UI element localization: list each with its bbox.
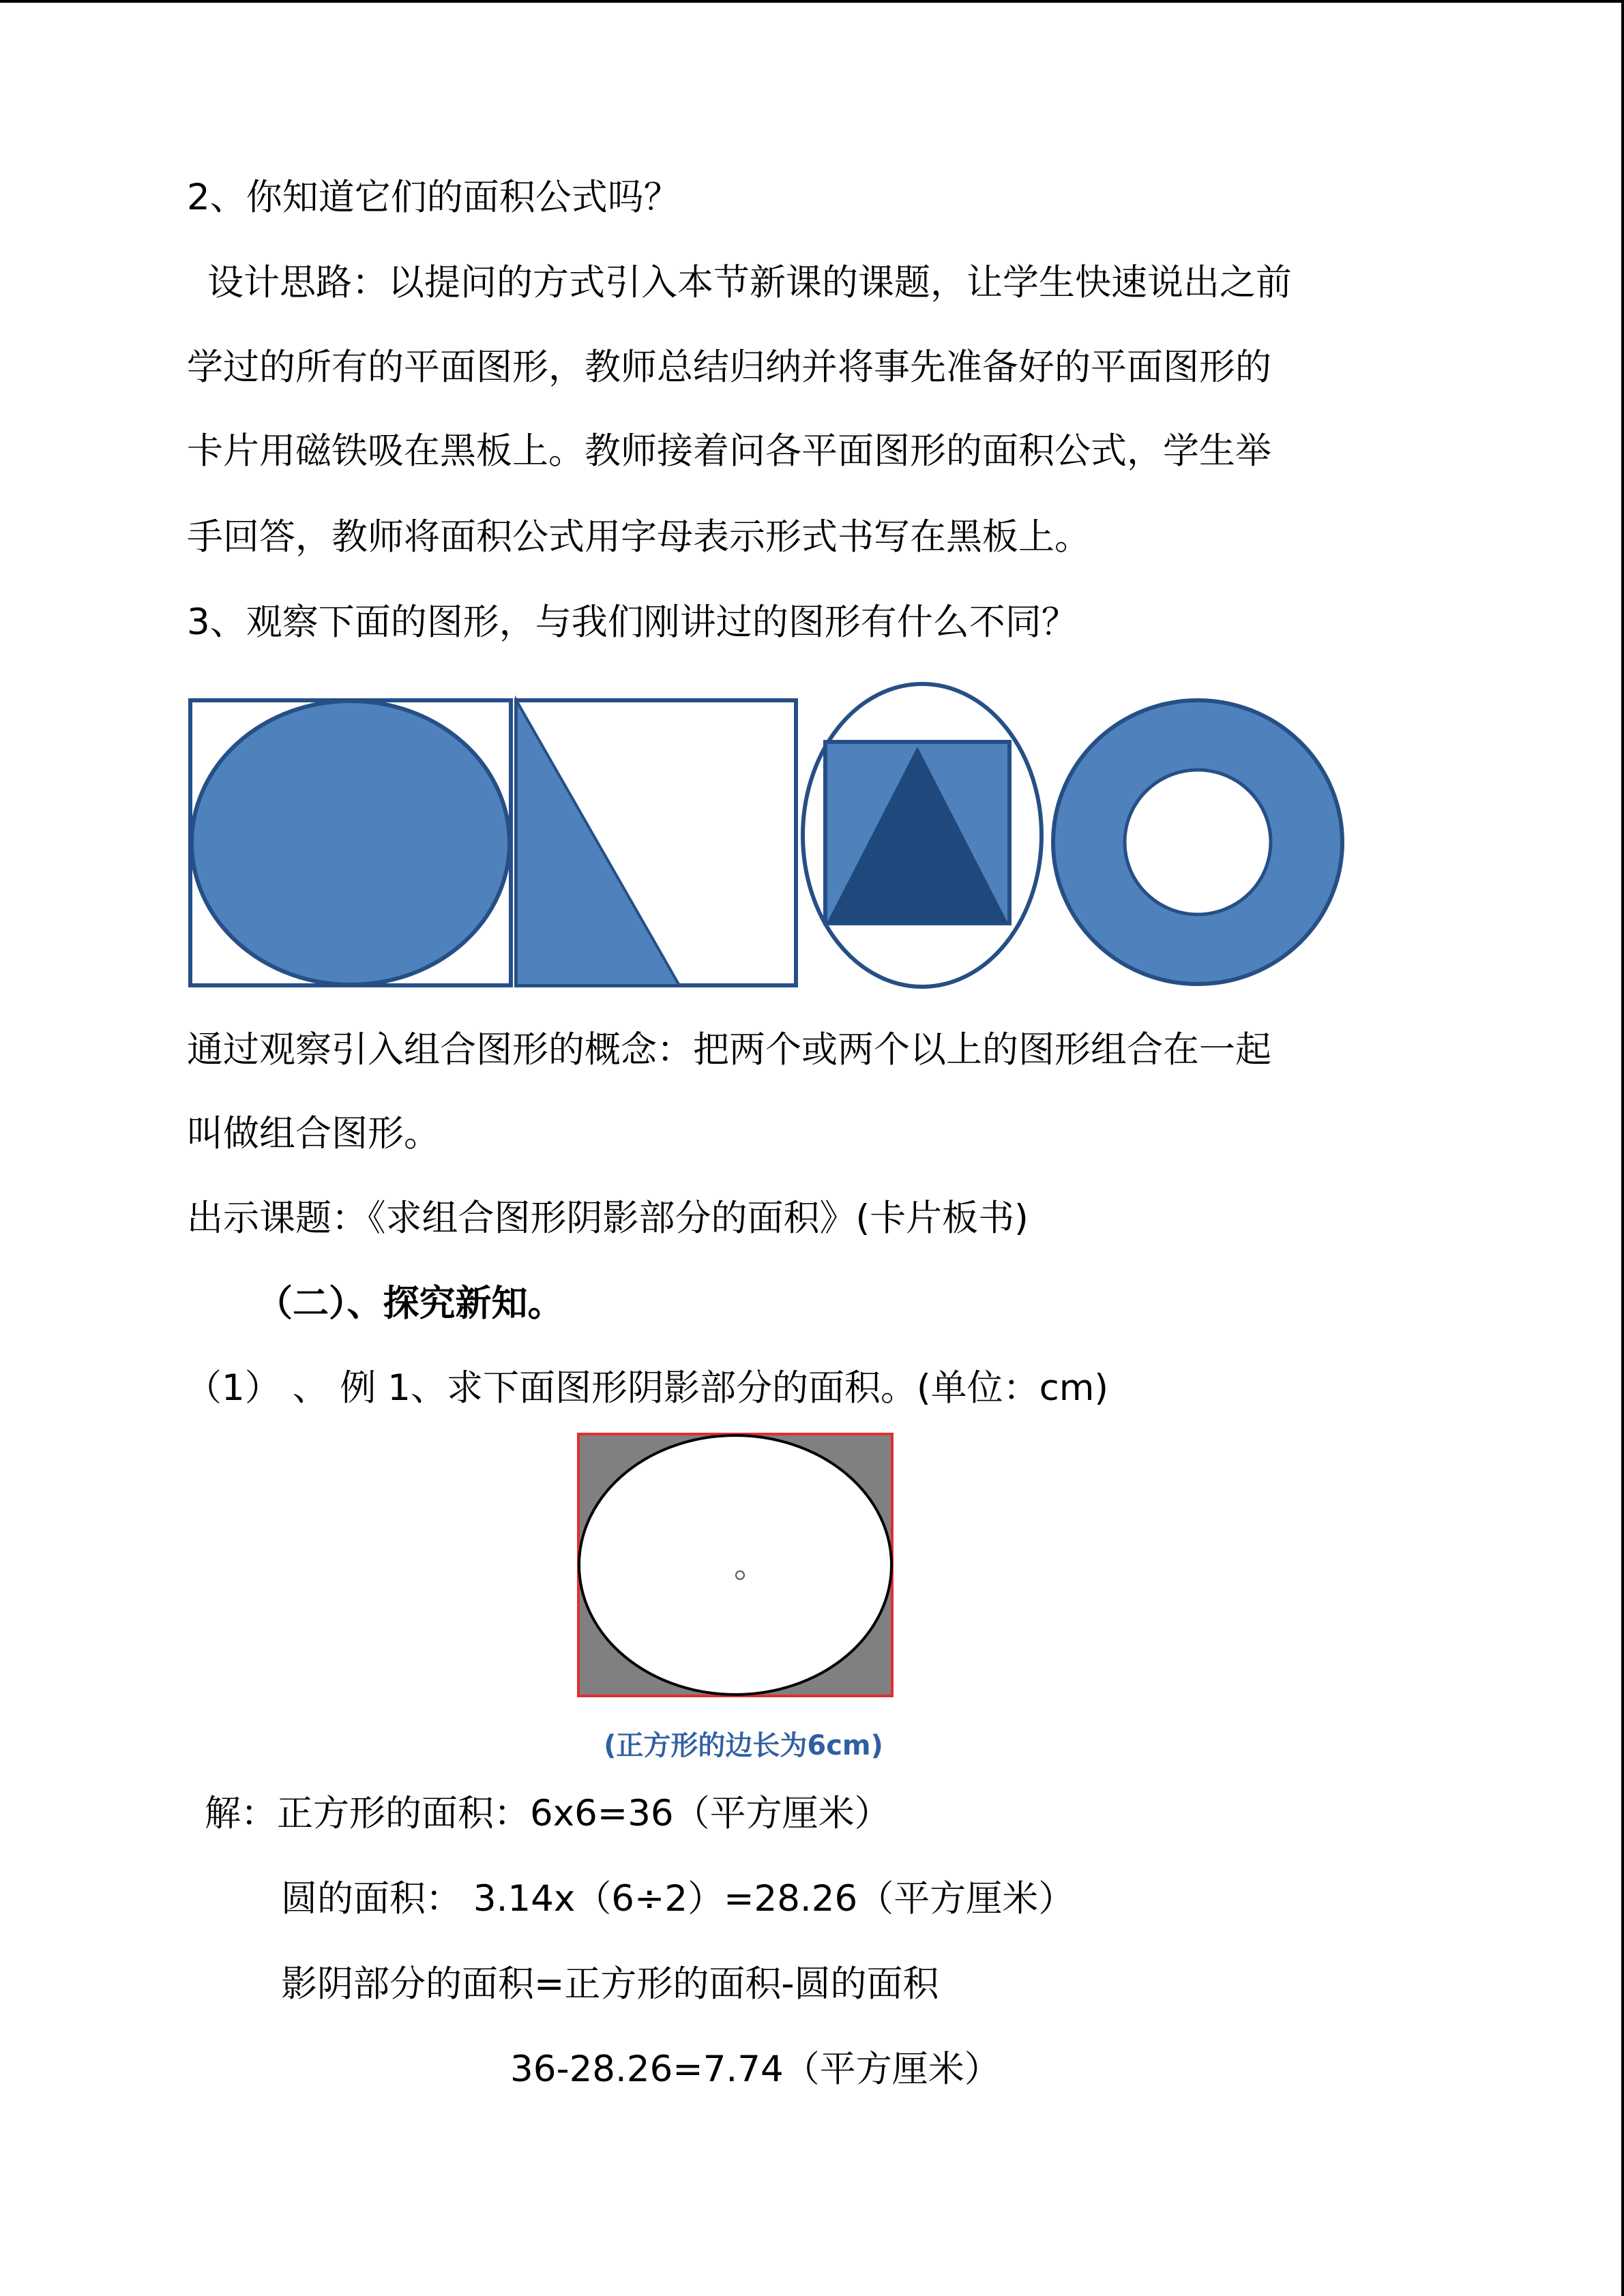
solution-circle-area: 圆的面积： 3.14x（6÷2）=28.26（平方厘米） <box>281 1878 1075 1920</box>
question-2: 2、你知道它们的面积公式吗？ <box>187 177 680 218</box>
design-idea-line-2: 学过的所有的平面图形，教师总结归纳并将事先准备好的平面图形的 <box>187 346 1271 388</box>
topic-line: 出示课题：《求组合图形阴影部分的面积》(卡片板书) <box>187 1197 1029 1239</box>
triangle-in-square-shape <box>516 700 796 985</box>
section-heading: （二）、探究新知。 <box>256 1283 564 1324</box>
question-3: 3、观察下面的图形，与我们刚讲过的图形有什么不同？ <box>187 601 1078 643</box>
solution-shaded-formula: 影阴部分的面积=正方形的面积-圆的面积 <box>281 1963 939 2005</box>
circle-center-point <box>736 1571 744 1579</box>
solution-result: 36-28.26=7.74（平方厘米） <box>510 2048 1001 2090</box>
concept-line-1: 通过观察引入组合图形的概念：把两个或两个以上的图形组合在一起 <box>187 1029 1271 1071</box>
page-right-border <box>1621 0 1624 2296</box>
square-in-ellipse-shape <box>803 684 1042 987</box>
design-idea-line-3: 卡片用磁铁吸在黑板上。教师接着问各平面图形的面积公式，学生举 <box>187 430 1271 472</box>
solution-square-area: 解：正方形的面积：6x6=36（平方厘米） <box>205 1793 891 1834</box>
combined-shapes-figure <box>187 679 1346 992</box>
design-idea-line-4: 手回答，教师将面积公式用字母表示形式书写在黑板上。 <box>187 516 1091 558</box>
page-top-border <box>0 0 1624 3</box>
inner-circle <box>579 1435 891 1695</box>
example-1-line: （1） 、 例 1、求下面图形阴影部分的面积。(单位：cm) <box>186 1367 1109 1409</box>
design-idea-line-1: 设计思路：以提问的方式引入本节新课的课题，让学生快速说出之前 <box>207 262 1292 303</box>
example-square-circle-figure <box>576 1432 897 1701</box>
figure-caption: (正方形的边长为6cm) <box>604 1730 883 1761</box>
ring-shape <box>1053 700 1342 984</box>
circle-in-square-shape <box>190 700 511 985</box>
concept-line-2: 叫做组合图形。 <box>187 1113 440 1154</box>
